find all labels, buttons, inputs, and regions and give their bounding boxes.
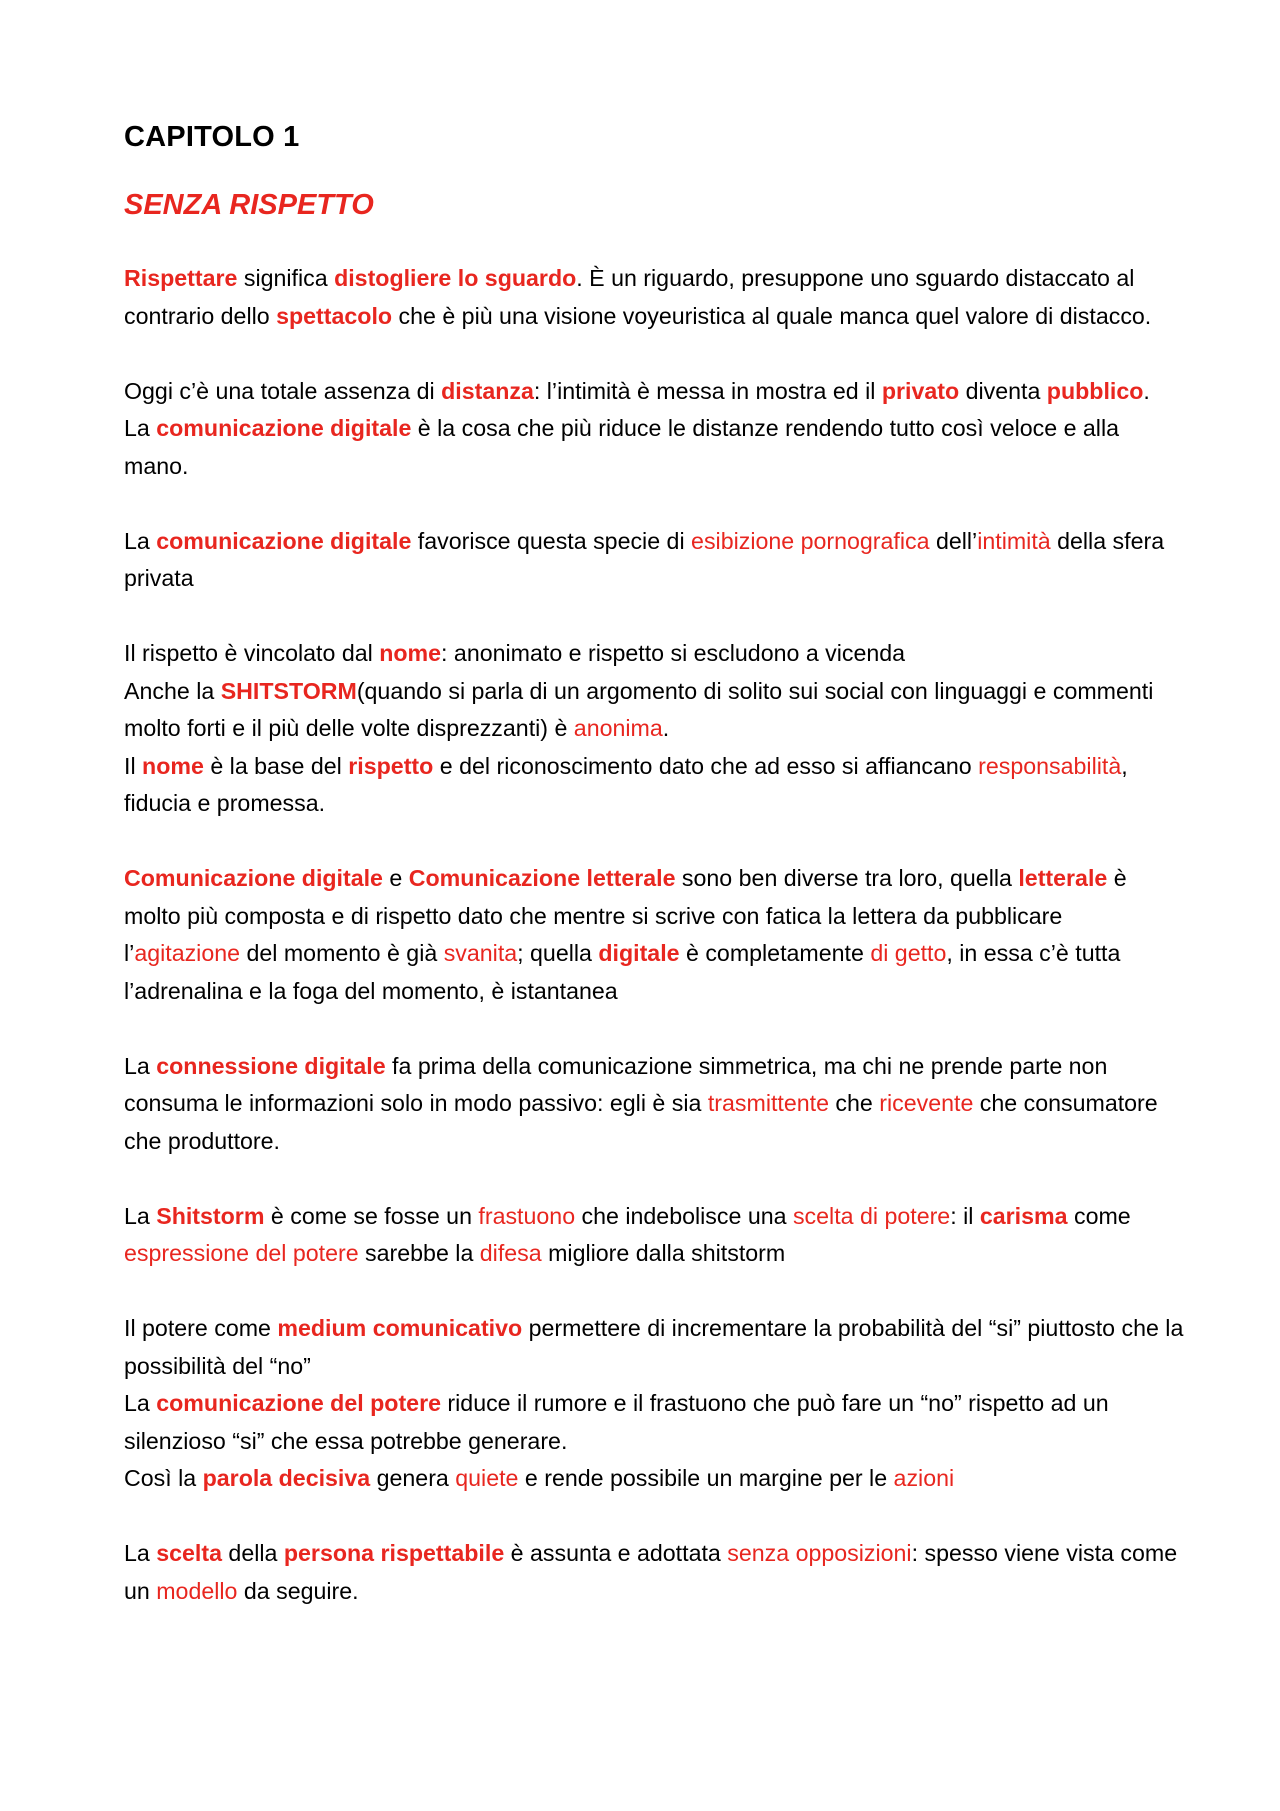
- paragraph: [124, 1535, 1184, 1610]
- highlight-red: trasmittente: [707, 1090, 829, 1116]
- highlight-red: frastuono: [478, 1202, 576, 1229]
- paragraph: [124, 523, 1184, 598]
- highlight-bold: comunicazione digitale: [156, 527, 412, 554]
- highlight-bold: distanza: [441, 377, 534, 404]
- text-run: : spesso viene vista come un: [124, 1540, 1178, 1604]
- text-run: che consumatore che produttore.: [124, 1090, 1158, 1154]
- text-run: : l’intimità è messa in mostra ed il: [533, 377, 882, 404]
- highlight-red: svanita: [443, 940, 518, 966]
- highlight-red: intimità: [977, 527, 1051, 554]
- text-run: ; quella: [517, 940, 599, 966]
- text-run: La: [124, 1202, 157, 1229]
- highlight-bold: nome: [142, 752, 204, 779]
- highlight-bold: distogliere lo sguardo: [334, 265, 577, 291]
- highlight-bold: spettacolo: [276, 302, 393, 329]
- text-run: Il potere come: [124, 1315, 278, 1341]
- text-run: della: [221, 1540, 284, 1566]
- text-run: La: [124, 415, 157, 441]
- text-run: genera: [370, 1465, 456, 1491]
- text-run: .: [1143, 377, 1150, 404]
- highlight-red: modello: [156, 1577, 238, 1604]
- text-run: dell’: [929, 527, 978, 554]
- text-run: sarebbe la: [358, 1240, 480, 1266]
- text-run: è completamente: [679, 940, 871, 966]
- paragraph: [124, 673, 1184, 748]
- highlight-bold: pubblico: [1046, 377, 1144, 404]
- text-run: Anche la: [124, 677, 221, 704]
- text-run: La: [124, 527, 157, 554]
- paragraph-spacer: [124, 1010, 1184, 1048]
- paragraph-spacer: [124, 1273, 1184, 1311]
- highlight-bold: privato: [881, 377, 960, 404]
- paragraph-spacer: [124, 335, 1184, 373]
- text-run: sono ben diverse tra loro, quella: [675, 865, 1019, 891]
- highlight-red: senza opposizioni: [727, 1540, 912, 1566]
- text-run: è la cosa che più riduce le distanze rendendo tutto così veloce e alla mano.: [124, 415, 1120, 479]
- highlight-red: azioni: [893, 1465, 955, 1491]
- highlight-bold: medium comunicativo: [277, 1315, 523, 1341]
- text-run: è molto più composta e di rispetto dato che mentre si scrive con fatica la lettera da pubblicare l’: [124, 865, 1127, 966]
- paragraph: [124, 1048, 1184, 1161]
- paragraph: [124, 748, 1184, 823]
- highlight-red: ricevente: [879, 1090, 974, 1116]
- paragraph: [124, 410, 1184, 485]
- text-run: (quando si parla di un argomento di solito sui social con linguaggi e commenti molto forti e il più delle volte disprezzanti) è: [124, 677, 1154, 741]
- text-run: è come se fosse un: [264, 1202, 479, 1229]
- text-run: . È un riguardo, presuppone uno sguardo distaccato al contrario dello: [124, 265, 1135, 329]
- chapter-title: SENZA RISPETTO: [124, 189, 374, 221]
- paragraph: [124, 373, 1184, 411]
- paragraph: [124, 1460, 1184, 1498]
- paragraph: [124, 635, 1184, 673]
- text-run: : il: [950, 1202, 980, 1229]
- highlight-bold: parola decisiva: [202, 1465, 371, 1491]
- highlight-red: difesa: [479, 1240, 542, 1266]
- highlight-bold: carisma: [979, 1202, 1068, 1229]
- highlight-red: esibizione pornografica: [691, 527, 930, 554]
- text-run: , in essa c’è tutta l’adrenalina e la foga del momento, è istantanea: [124, 940, 1121, 1004]
- text-run: della sfera privata: [124, 527, 1165, 591]
- text-run: Il rispetto è vincolato dal: [124, 640, 380, 666]
- paragraph: [124, 1385, 1184, 1460]
- text-run: da seguire.: [237, 1577, 359, 1604]
- paragraph-spacer: [124, 598, 1184, 636]
- paragraph-spacer: [124, 485, 1184, 523]
- text-run: diventa: [959, 377, 1047, 404]
- paragraph: [124, 1310, 1184, 1385]
- highlight-bold: comunicazione digitale: [156, 415, 412, 441]
- text-run: migliore dalla shitstorm: [541, 1240, 786, 1266]
- text-run: favorisce questa specie di: [411, 527, 692, 554]
- text-run: che: [828, 1090, 880, 1116]
- highlight-bold: rispetto: [348, 752, 434, 779]
- highlight-bold: Comunicazione letterale: [408, 865, 676, 891]
- paragraph: [124, 860, 1184, 1010]
- text-run: La: [124, 1052, 157, 1079]
- text-run: e rende possibile un margine per le: [518, 1465, 894, 1491]
- text-run: che è più una visione voyeuristica al quale manca quel valore di distacco.: [392, 302, 1152, 329]
- chapter-heading: CAPITOLO 1: [124, 121, 300, 153]
- text-run: La: [124, 1390, 157, 1416]
- text-run: : anonimato e rispetto si escludono a vicenda: [441, 640, 906, 666]
- highlight-bold: comunicazione del potere: [156, 1390, 441, 1416]
- text-run: Oggi c’è una totale assenza di: [124, 377, 442, 404]
- text-run: è la base del: [203, 752, 349, 779]
- text-run: permettere di incrementare la probabilità del “si” piuttosto che la possibilità del “no”: [124, 1315, 1184, 1379]
- highlight-red: espressione del potere: [124, 1240, 359, 1266]
- highlight-bold: persona rispettabile: [283, 1540, 505, 1566]
- document-body: [124, 260, 1184, 1610]
- text-run: che indebolisce una: [575, 1202, 793, 1229]
- paragraph-spacer: [124, 1498, 1184, 1536]
- highlight-bold: Comunicazione digitale: [124, 865, 383, 891]
- text-run: e del riconoscimento dato che ad esso si affiancano: [433, 752, 979, 779]
- text-run: fa prima della comunicazione simmetrica, ma chi ne prende parte non consuma le informazioni solo in modo passivo: egli è sia: [124, 1052, 1108, 1116]
- text-run: e: [382, 865, 409, 891]
- paragraph: [124, 1198, 1184, 1273]
- highlight-red: agitazione: [134, 940, 241, 966]
- paragraph-spacer: [124, 823, 1184, 861]
- highlight-bold: Shitstorm: [156, 1202, 265, 1229]
- text-run: del momento è già: [240, 940, 444, 966]
- text-run: significa: [237, 265, 335, 291]
- highlight-bold: letterale: [1018, 865, 1108, 891]
- highlight-red: scelta di potere: [792, 1202, 951, 1229]
- paragraph-spacer: [124, 1160, 1184, 1198]
- highlight-red: di getto: [870, 940, 947, 966]
- highlight-red: anonima: [573, 715, 663, 741]
- text-run: La: [124, 1540, 157, 1566]
- highlight-red: quiete: [455, 1465, 519, 1491]
- highlight-red: responsabilità: [978, 752, 1122, 779]
- text-run: riduce il rumore e il frastuono che può fare un “no” rispetto ad un silenzioso “si” che essa potrebbe generare.: [124, 1390, 1109, 1454]
- text-run: Il: [124, 752, 143, 779]
- highlight-bold: Rispettare: [124, 265, 238, 291]
- text-run: come: [1067, 1202, 1131, 1229]
- highlight-bold: scelta: [156, 1540, 222, 1566]
- document-page: [124, 120, 1184, 1610]
- text-run: Così la: [124, 1465, 203, 1491]
- paragraph: [124, 260, 1184, 335]
- text-run: è assunta e adottata: [504, 1540, 728, 1566]
- highlight-bold: nome: [379, 640, 442, 666]
- highlight-bold: connessione digitale: [156, 1052, 386, 1079]
- highlight-bold: SHITSTORM: [220, 677, 357, 704]
- highlight-bold: digitale: [598, 940, 680, 966]
- text-run: .: [662, 715, 670, 741]
- text-run: , fiducia e promessa.: [124, 752, 1128, 816]
